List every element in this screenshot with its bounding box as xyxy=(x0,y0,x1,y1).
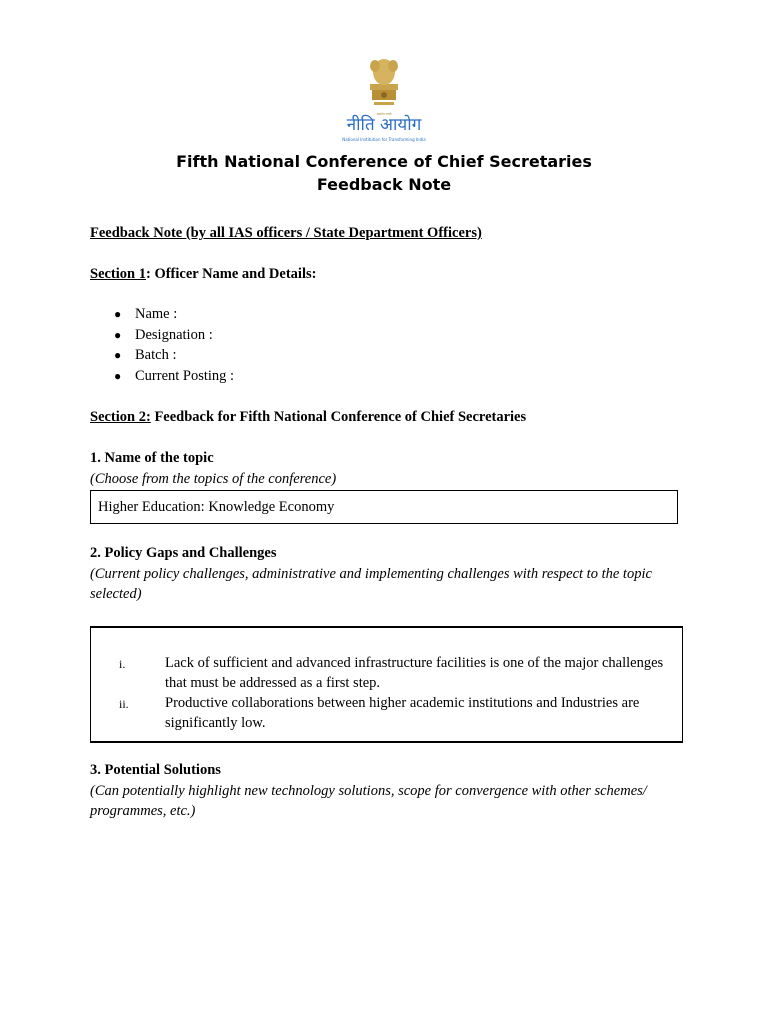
section1-heading xyxy=(90,264,316,284)
niti-aayog-tagline: National Institution for Transforming India xyxy=(342,137,426,142)
list-item xyxy=(90,366,234,387)
field-batch-label: Batch : xyxy=(135,347,177,364)
item-text: Productive collaborations between higher academic institutions and Industries are significantly low. xyxy=(165,695,640,732)
page-subtitle: Feedback Note xyxy=(316,175,452,194)
q1-hint: (Choose from the topics of the conference) xyxy=(90,471,337,487)
list-item xyxy=(90,325,234,346)
section2-label: Section 2: xyxy=(90,409,151,425)
officer-details-list xyxy=(90,304,234,387)
list-item xyxy=(90,304,234,325)
intro-heading: Feedback Note (by all IAS officers / State Department Officers) xyxy=(90,225,482,241)
field-name-label: Name : xyxy=(135,306,178,322)
q1-title: 1. Name of the topic xyxy=(90,450,214,466)
section1-title: : Officer Name and Details: xyxy=(145,266,317,282)
field-posting-label: Current Posting : xyxy=(135,368,235,385)
q1-answer-box[interactable] xyxy=(90,490,678,524)
q1-answer-text: Higher Education: Knowledge Economy xyxy=(98,499,335,515)
q2-answer-box[interactable] xyxy=(90,626,683,743)
bullet-icon: ● xyxy=(114,369,122,384)
item-number: ii. xyxy=(119,697,129,711)
section2-heading xyxy=(90,407,526,427)
niti-aayog-hindi-name: नीति आयोग xyxy=(346,115,422,135)
item-text: Lack of sufficient and advanced infrastructure facilities is one of the major challenges that must be addressed as a first step. xyxy=(165,655,664,692)
bullet-icon: ● xyxy=(114,348,122,363)
emblem-motto: सत्यमेव जयते xyxy=(376,112,392,116)
bullet-icon: ● xyxy=(114,307,122,321)
section2-title: Feedback for Fifth National Conference of Chief Secretaries xyxy=(150,409,527,425)
bullet-icon: ● xyxy=(114,327,122,342)
q3-title: 3. Potential Solutions xyxy=(90,762,221,778)
page-title: Fifth National Conference of Chief Secretaries xyxy=(176,152,592,171)
national-emblem-icon xyxy=(364,50,404,110)
niti-aayog-logo xyxy=(334,46,434,146)
q3-hint: (Can potentially highlight new technology solutions, scope for convergence with other schemes/ programmes, etc.) xyxy=(90,783,647,820)
q2-hint: (Current policy challenges, administrative and implementing challenges with respect to the topic selected) xyxy=(90,566,652,603)
item-number: i. xyxy=(119,657,126,671)
field-designation-label: Designation : xyxy=(135,326,213,343)
section1-label: Section 1 xyxy=(90,266,146,282)
q2-title: 2. Policy Gaps and Challenges xyxy=(90,545,277,561)
list-item xyxy=(90,345,234,366)
